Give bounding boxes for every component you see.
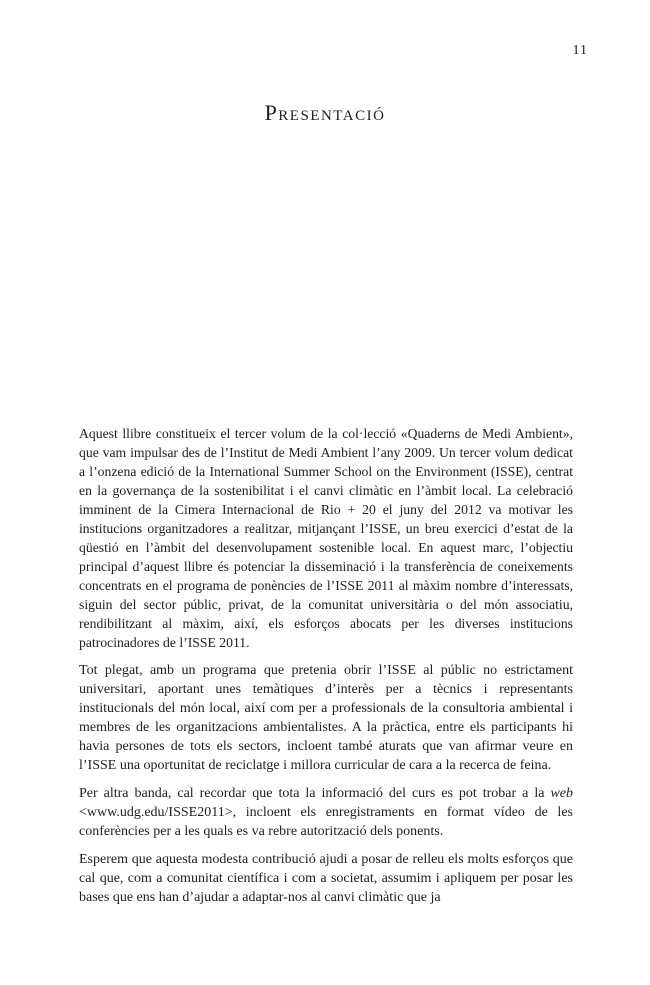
body-text bbox=[79, 424, 573, 916]
paragraph-web-info-before: Per altra banda, cal recordar que tota la informació del curs es pot trobar a la bbox=[79, 786, 551, 801]
paragraph-intro: Aquest llibre constitueix el tercer volum de la col·lecció «Quaderns de Medi Ambient», que vam impulsar des de l’Institut de Medi Ambient l’any 2009. Un tercer volum dedicat a l’onzena edició de la International Summer School on the Environment (ISSE), centrat en la governança de la sostenibilitat i el canvi climàtic en l’àmbit local. La celebració imminent de la Cimera Internacional de Rio + 20 el juny del 2012 va motivar les institucions organitzadores a realitzar, mitjançant l’ISSE, un breu exercici d’estat de la qüestió en l’àmbit del desenvolupament sostenible local. En aquest marc, l’objectiu principal d’aquest llibre és potenciar la disseminació i la transferència de coneixements concentrats en el programa de ponències de l’ISSE 2011 al màxim nombre d’interessats, siguin del sector públic, privat, de la comunitat universitària o del món associatiu, rendibilitzant al màxim, així, els esforços abocats per les diverses institucions patrocinadores de l’ISSE 2011. bbox=[79, 426, 573, 650]
paragraph-web-info-after: <www.udg.edu/ISSE2011>, incloent els enregistraments en format vídeo de les conferències per a les quals es va rebre autorització dels ponents. bbox=[79, 805, 573, 839]
web-word: web bbox=[550, 786, 573, 801]
page-number: 11 bbox=[572, 43, 588, 58]
paragraph-web-info bbox=[79, 784, 573, 841]
paragraph-program: Tot plegat, amb un programa que pretenia obrir l’ISSE al públic no estrictament universitari, aportant unes temàtiques d’interès per a tècnics i representants institucionals del món local, així com per a professionals de la consultoria ambiental i membres de les organitzacions ambientalistes. A la pràctica, entre els participants hi havia persones de tots els sectors, incloent també aturats que van afirmar veure en l’ISSE una oportunitat de reciclatge i millora curricular de cara a la recerca de feina. bbox=[79, 663, 573, 773]
page-title: Presentació bbox=[264, 100, 386, 125]
paragraph-closing: Esperem que aquesta modesta contribució ajudi a posar de relleu els molts esforços que cal que, com a comunitat científica i com a societat, assumim i apliquem per posar les bases que ens han d’ajudar a adaptar-nos al canvi climàtic que ja bbox=[79, 852, 573, 905]
